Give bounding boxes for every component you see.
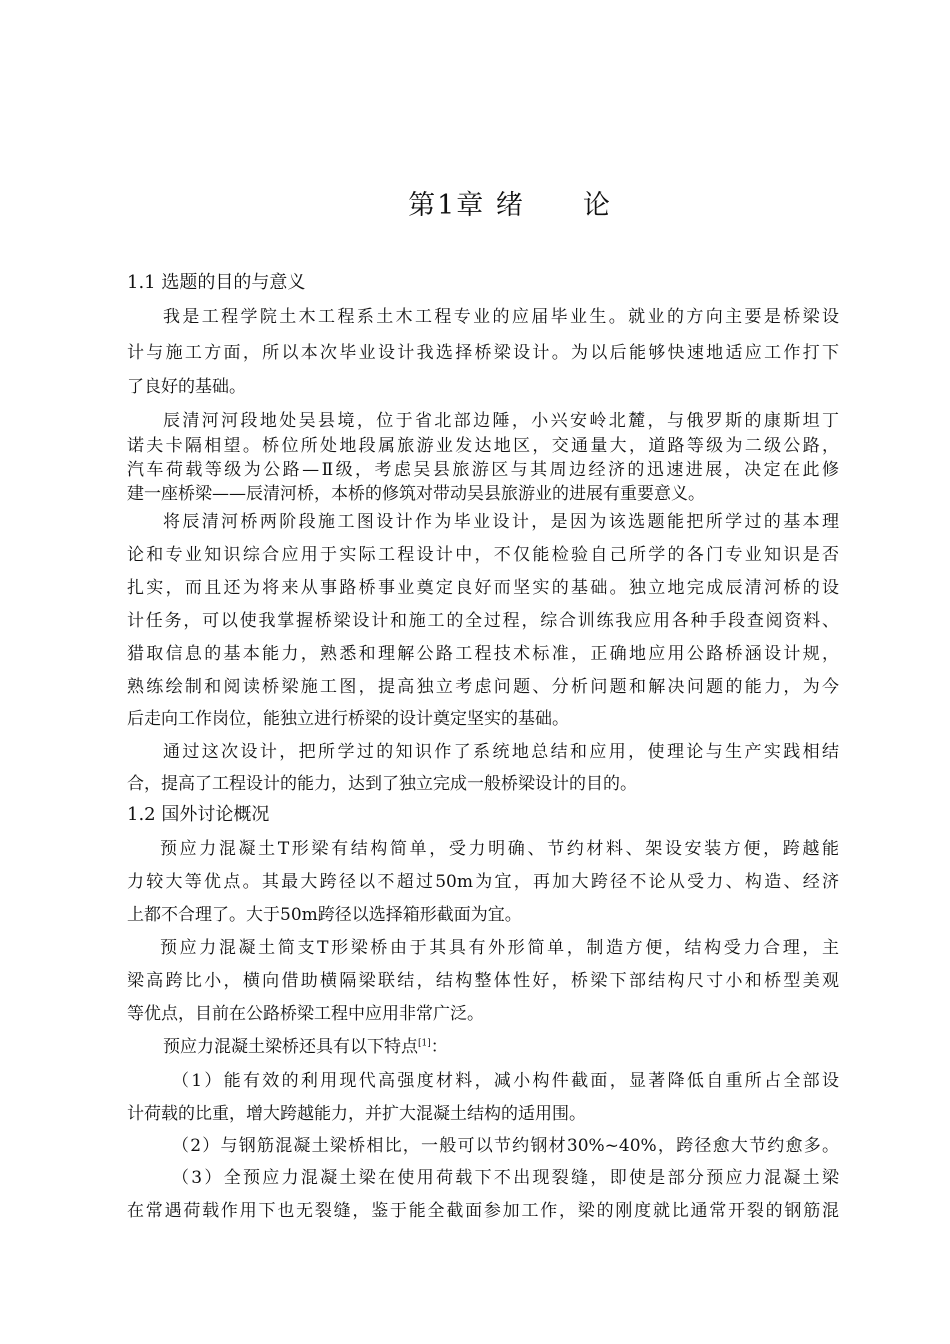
paragraph-line: 计与施工方面，所以本次毕业设计我选择桥梁设计。为以后能够快速地适应工作打下	[127, 343, 839, 363]
list-item-line: 在常遇荷载作用下也无裂缝，鉴于能全截面参加工作，梁的刚度就比通常开裂的钢筋混	[127, 1201, 839, 1221]
paragraph-line: 诺夫卡隔相望。桥位所处地段属旅游业发达地区，交通量大，道路等级为二级公路，	[127, 436, 839, 456]
paragraph-line: 汽车荷载等级为公路—Ⅱ级，考虑吴县旅游区与其周边经济的迅速进展，决定在此修	[127, 460, 839, 480]
features-intro-text: 预应力混凝土梁桥还具有以下特点	[163, 1037, 418, 1057]
paragraph-line	[163, 1032, 839, 1062]
list-item-line: 计荷载的比重，增大跨越能力，并扩大混凝土结构的适用围。	[127, 1104, 586, 1124]
citation-marker: [1]	[418, 1038, 431, 1049]
paragraph-line: 辰清河河段地处吴县境，位于省北部边陲，小兴安岭北麓，与俄罗斯的康斯坦丁	[163, 411, 839, 431]
paragraph-line: 扎实，而且还为将来从事路桥事业奠定良好而坚实的基础。独立地完成辰清河桥的设	[127, 578, 839, 598]
paragraph-line: 合，提高了工程设计的能力，达到了独立完成一般桥梁设计的目的。	[127, 774, 637, 794]
list-item-line: （2）与钢筋混凝土梁桥相比，一般可以节约钢材30%~40%，跨径愈大节约愈多。	[172, 1136, 839, 1156]
paragraph-line: 等优点，目前在公路桥梁工程中应用非常广泛。	[127, 1004, 484, 1024]
paragraph-line: 我是工程学院土木工程系土木工程专业的应届毕业生。就业的方向主要是桥梁设	[163, 307, 839, 327]
paragraph-line: 将辰清河桥两阶段施工图设计作为毕业设计，是因为该选题能把所学过的基本理	[163, 512, 839, 532]
paragraph-line: 通过这次设计，把所学过的知识作了系统地总结和应用，使理论与生产实践相结	[163, 742, 839, 762]
paragraph-line: 计任务，可以使我掌握桥梁设计和施工的全过程，综合训练我应用各种手段查阅资料、	[127, 611, 839, 631]
section-heading-1-2: 1.2 国外讨论概况	[127, 804, 270, 825]
list-item-line: （1）能有效的利用现代高强度材料，减小构件截面，显著降低自重所占全部设	[172, 1071, 839, 1091]
list-item-line: （3）全预应力混凝土梁在使用荷载下不出现裂缝，即使是部分预应力混凝土梁	[172, 1168, 839, 1188]
paragraph-line: 梁高跨比小，横向借助横隔梁联结，结构整体性好，桥梁下部结构尺寸小和桥型美观	[127, 971, 839, 991]
section-heading-1-1: 1.1 选题的目的与意义	[127, 272, 306, 293]
chapter-title: 第1章 绪 论	[408, 190, 612, 221]
paragraph-line: 建一座桥梁——辰清河桥，本桥的修筑对带动吴县旅游业的进展有重要意义。	[127, 484, 705, 504]
paragraph-line: 力较大等优点。其最大跨径以不超过50m为宜，再加大跨径不论从受力、构造、经济	[127, 872, 839, 892]
colon: ：	[430, 1037, 448, 1057]
paragraph-line: 预应力混凝土T形梁有结构简单，受力明确、节约材料、架设安装方便，跨越能	[160, 839, 839, 859]
paragraph-line: 论和专业知识综合应用于实际工程设计中，不仅能检验自己所学的各门专业知识是否	[127, 545, 839, 565]
paragraph-line: 熟练绘制和阅读桥梁施工图，提高独立考虑问题、分析问题和解决问题的能力，为今	[127, 677, 839, 697]
paragraph-line: 预应力混凝土简支T形梁桥由于其具有外形简单，制造方便，结构受力合理，主	[160, 938, 839, 958]
paragraph-line: 了良好的基础。	[127, 377, 246, 397]
paragraph-line: 后走向工作岗位，能独立进行桥梁的设计奠定坚实的基础。	[127, 709, 569, 729]
paragraph-line: 猎取信息的基本能力，熟悉和理解公路工程技术标准，正确地应用公路桥涵设计规，	[127, 644, 839, 664]
paragraph-line: 上都不合理了。大于50m跨径以选择箱形截面为宜。	[127, 905, 522, 925]
